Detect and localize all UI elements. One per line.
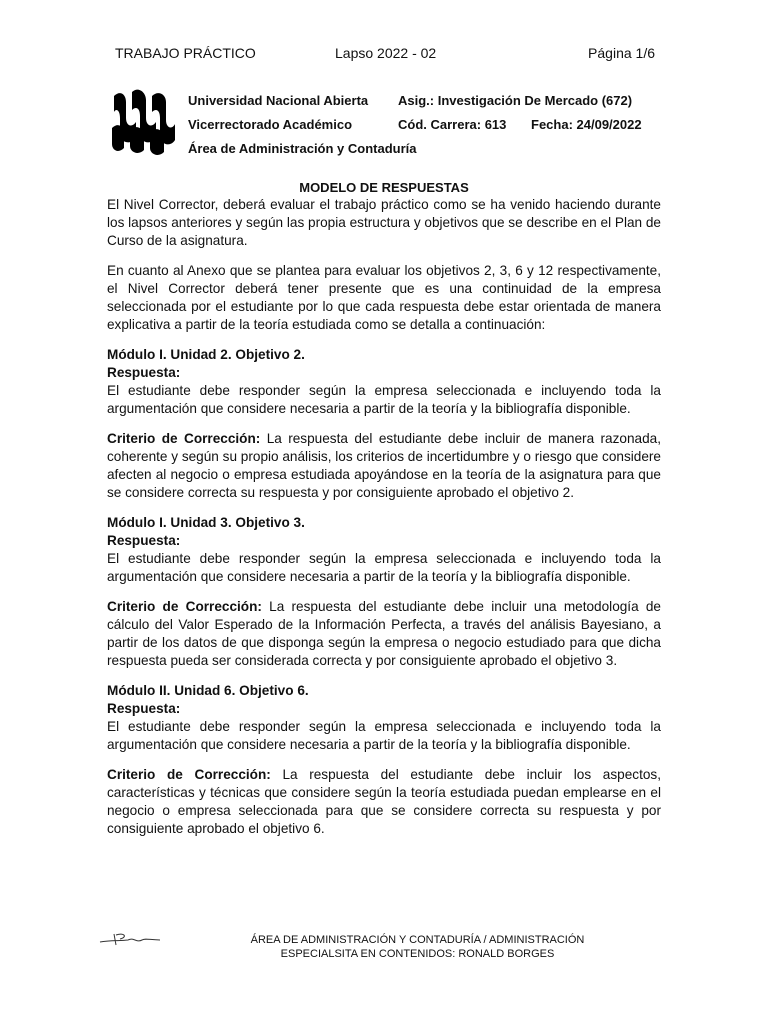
una-logo-icon xyxy=(112,88,176,156)
section-2-response: El estudiante debe responder según la empresa seleccionada e incluyendo toda la argumentación que considere necesaria a partir de la teoría y la bibliografía disponible. xyxy=(107,551,661,584)
section-1-response-label: Respuesta: xyxy=(107,365,181,380)
doc-type-label: TRABAJO PRÁCTICO xyxy=(115,45,256,61)
page-title: MODELO DE RESPUESTAS xyxy=(299,180,469,195)
university-name: Universidad Nacional Abierta xyxy=(188,93,369,108)
vicerrectorado-label: Vicerrectorado Académico xyxy=(188,117,353,132)
page-number: Página 1/6 xyxy=(588,45,655,61)
section-3-response: El estudiante debe responder según la empresa seleccionada e incluyendo toda la argumentación que considere necesaria a partir de la teoría y la bibliografía disponible. xyxy=(107,719,661,752)
period-label: Lapso 2022 - 02 xyxy=(335,45,437,61)
section-2-criteria xyxy=(107,598,661,670)
section-1-criteria xyxy=(107,430,661,502)
criteria-text: La respuesta del estudiante debe incluir los aspectos, características y técnicas que considere según la teoría estudiada puedan emplearse en el negocio o empresa seleccionada para que se considere correcta su respuesta y por consiguiente aprobado el objetivo 6. xyxy=(107,767,661,836)
section-3-response-label: Respuesta: xyxy=(107,701,181,716)
section-1-heading: Módulo I. Unidad 2. Objetivo 2. xyxy=(107,347,305,362)
section-1-response: El estudiante debe responder según la empresa seleccionada e incluyendo toda la argumentación que considere necesaria a partir de la teoría y la bibliografía disponible. xyxy=(107,383,661,416)
career-code: Cód. Carrera: 613 xyxy=(398,117,507,132)
criteria-label: Criterio de Corrección: xyxy=(107,599,262,614)
subject-label: Asig.: Investigación De Mercado (672) xyxy=(398,93,633,108)
section-2-response-label: Respuesta: xyxy=(107,533,181,548)
area-label: Área de Administración y Contaduría xyxy=(188,141,417,156)
footer-line-1: ÁREA DE ADMINISTRACIÓN Y CONTADURÍA / ADMINISTRACIÓN xyxy=(250,934,585,946)
signature-icon xyxy=(98,928,162,950)
footer-line-2: ESPECIALSITA EN CONTENIDOS: RONALD BORGES xyxy=(280,948,555,960)
page-header-bar xyxy=(115,45,655,65)
page-footer xyxy=(225,933,610,961)
intro-paragraph-2: En cuanto al Anexo que se plantea para evaluar los objetivos 2, 3, 6 y 12 respectivamente, el Nivel Corrector deberá tener presente que es una continuidad de la empresa seleccionada por el estudiante por lo que cada respuesta debe estar orientada de manera explicativa a partir de la teoría estudiada como se detalla a continuación: xyxy=(107,263,661,332)
date-label: Fecha: 24/09/2022 xyxy=(531,117,642,132)
criteria-label: Criterio de Corrección: xyxy=(107,431,261,446)
section-3-heading: Módulo II. Unidad 6. Objetivo 6. xyxy=(107,683,309,698)
intro-paragraph-1: El Nivel Corrector, deberá evaluar el trabajo práctico como se ha venido haciendo durante los lapsos anteriores y según las propia estructura y objetivos que se describe en el Plan de Curso de la asignatura. xyxy=(107,197,661,248)
criteria-label: Criterio de Corrección: xyxy=(107,767,271,782)
section-3-criteria xyxy=(107,766,661,838)
section-2-heading: Módulo I. Unidad 3. Objetivo 3. xyxy=(107,515,305,530)
criteria-text: La respuesta del estudiante debe incluir de manera razonada, coherente y según su propio análisis, los criterios de incertidumbre y o riesgo que considere afecten al negocio o empresa estudiada apoyándose en la teoría de la asignatura para que se considere correcta su respuesta y por consiguiente aprobado el objetivo 2. xyxy=(107,431,661,500)
document-body xyxy=(107,196,661,838)
criteria-text: La respuesta del estudiante debe incluir una metodología de cálculo del Valor Esperado de la Información Perfecta, a través del análisis Bayesiano, a partir de los datos de que disponga según la empresa o negocio estudiado para que dicha respuesta pueda ser considerada correcta y por consiguiente aprobado el objetivo 3. xyxy=(107,599,661,668)
